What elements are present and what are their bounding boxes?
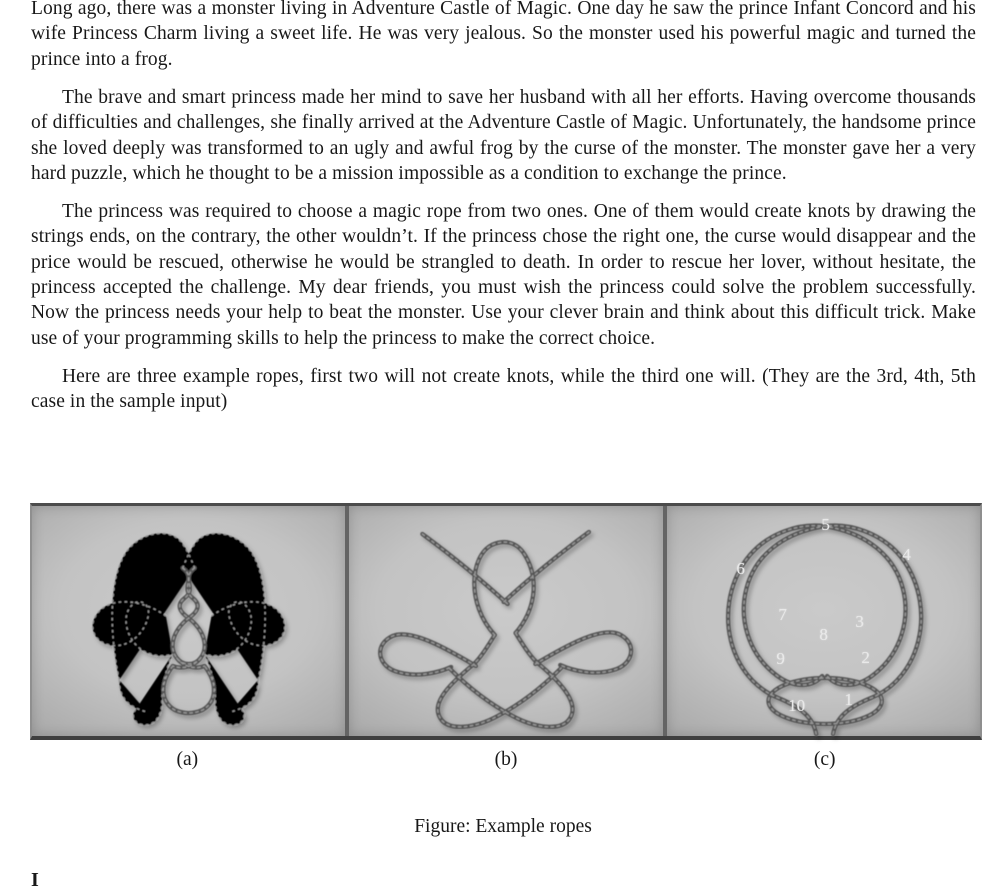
rope-panel-a (32, 506, 345, 736)
paragraph: The brave and smart princess made her mind to save her husband with all her efforts. Having overcome thousands of difficulties and challenges, she finally arrived at the Adventure Castle of Magic. Unfortunately, the handsome prince she loved deeply was transformed to an ugly and awful frog by the curse of the monster. The monster gave her a very hard puzzle, which he thought to be a mission impossible as a condition to exchange the prince. (31, 86, 976, 184)
paragraph: The princess was required to choose a magic rope from two ones. One of them would create knots by drawing the strings ends, on the contrary, the other wouldn’t. If the princess chose the right one, the curse would disappear and the price would be rescued, otherwise he would be strangled to death. In order to rescue her lover, without hesitate, the princess accepted the challenge. My dear friends, you must wish the princess could solve the problem successfully. Now the princess needs your help to beat the monster. Use your clever brain and think about this difficult trick. Make use of your programming skills to help the princess to make the correct choice. (31, 200, 976, 349)
rope-b-illustration (349, 506, 662, 736)
paragraph: Here are three example ropes, first two will not create knots, while the third one will. (They are the 3rd, 4th, 5th case in the sample input) (31, 365, 976, 413)
caption-c: (c) (813, 749, 836, 770)
crossing-number: 2 (861, 648, 870, 667)
crossing-number: 8 (819, 625, 828, 644)
crossing-number: 3 (855, 612, 864, 631)
crossing-number: 6 (736, 559, 745, 578)
clipped-next-heading: I (31, 869, 39, 891)
crossing-number: 5 (821, 515, 830, 534)
crossing-number: 7 (778, 605, 787, 624)
caption-b: (b) (494, 749, 518, 770)
crossing-number: 1 (844, 690, 853, 709)
crossing-number: 9 (776, 649, 785, 668)
problem-statement (31, 0, 976, 415)
rope-panel-b (349, 506, 662, 736)
figure-caption: Figure: Example ropes (414, 816, 592, 837)
paragraph: Long ago, there was a monster living in Adventure Castle of Magic. One day he saw the prince Infant Concord and his wife Princess Charm living a sweet life. He was very jealous. So the monster used his powerful magic and turned the prince into a frog. (31, 0, 976, 70)
rope-a-illustration (32, 506, 345, 736)
caption-a: (a) (176, 749, 199, 770)
crossing-number: 4 (902, 545, 911, 564)
crossing-number: 10 (788, 696, 806, 715)
rope-panel-c (667, 506, 980, 736)
panel-captions (30, 749, 982, 771)
figure-rope-photos (30, 503, 982, 740)
rope-c-illustration (667, 506, 980, 736)
